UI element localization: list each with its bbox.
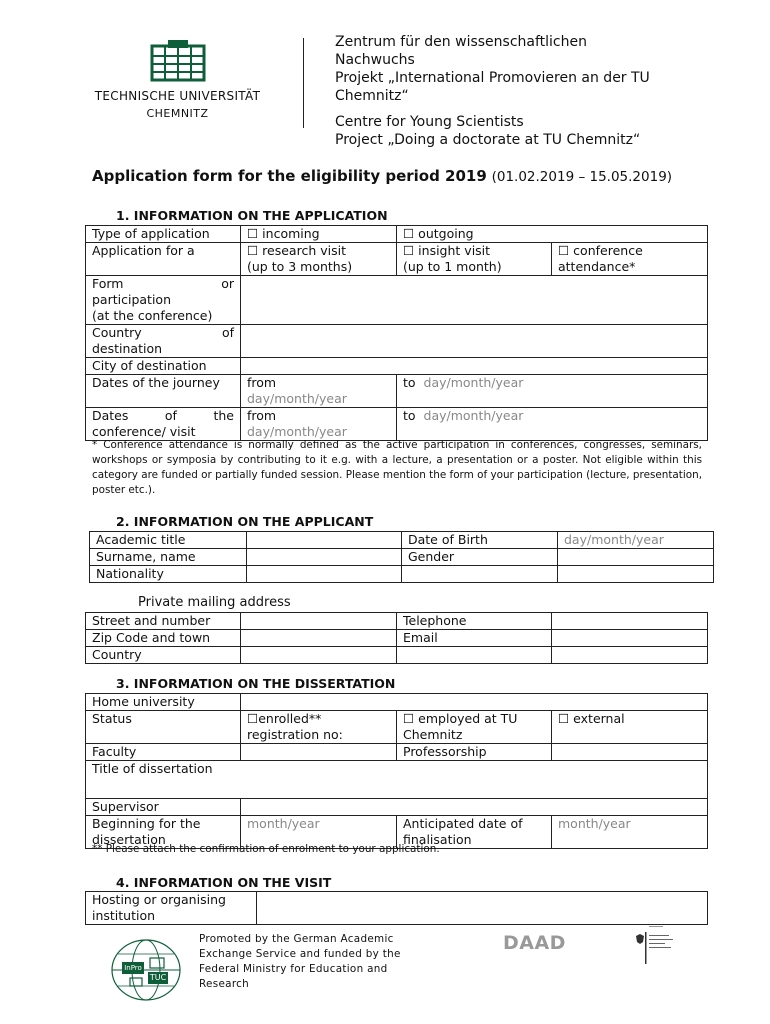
promoted-line: Federal Ministry for Education and bbox=[199, 963, 388, 975]
telephone-label: Telephone bbox=[397, 613, 552, 630]
inpro-logo bbox=[110, 938, 182, 1002]
tu-logo bbox=[90, 38, 265, 128]
header-de-line: Zentrum für den wissenschaftlichen bbox=[335, 34, 587, 50]
insight-visit-checkbox[interactable] bbox=[397, 243, 552, 276]
employed-line-2: Chemnitz bbox=[403, 727, 463, 742]
country-line: destination bbox=[92, 341, 163, 356]
mailing-address-label: Private mailing address bbox=[138, 595, 291, 610]
home-uni-field[interactable] bbox=[241, 694, 708, 711]
academic-title-label: Academic title bbox=[90, 532, 247, 549]
date-placeholder: day/month/year bbox=[423, 375, 524, 390]
bmbf-logo bbox=[633, 924, 703, 964]
federal-eagle-icon bbox=[633, 924, 703, 964]
empty-cell bbox=[552, 226, 708, 243]
date-placeholder: day/month/year bbox=[423, 408, 524, 423]
city-label: City of destination bbox=[86, 358, 241, 375]
form-word: or bbox=[221, 276, 234, 291]
dates-word: of bbox=[164, 408, 177, 423]
supervisor-field[interactable] bbox=[241, 799, 708, 816]
section-4-heading: 4. INFORMATION ON THE VISIT bbox=[116, 875, 332, 890]
dissertation-table bbox=[85, 693, 708, 849]
dates-word: Dates bbox=[92, 408, 129, 423]
promoted-line: Exchange Service and funded by the bbox=[199, 948, 401, 960]
professorship-label: Professorship bbox=[397, 744, 552, 761]
city-field[interactable] bbox=[241, 358, 708, 375]
research-line-2: (up to 3 months) bbox=[247, 259, 353, 274]
anticipated-line: Anticipated date of bbox=[403, 816, 523, 831]
application-table bbox=[85, 225, 708, 441]
title-period: (01.02.2019 – 15.05.2019) bbox=[491, 169, 673, 185]
header-en-line: Centre for Young Scientists bbox=[335, 114, 524, 130]
country-destination-field[interactable] bbox=[241, 325, 708, 358]
dates-conference-label bbox=[86, 408, 241, 441]
research-line-1: ☐ research visit bbox=[247, 243, 346, 258]
empty-cell bbox=[552, 647, 708, 664]
employed-line-1: ☐ employed at TU bbox=[403, 711, 518, 726]
header-text bbox=[335, 33, 650, 149]
incoming-checkbox[interactable]: ☐ incoming bbox=[241, 226, 397, 243]
empty-cell bbox=[558, 566, 714, 583]
hosting-line: institution bbox=[92, 908, 156, 923]
insight-line-1: ☐ insight visit bbox=[403, 243, 491, 258]
nationality-field[interactable] bbox=[247, 566, 402, 583]
section-2-heading: 2. INFORMATION ON THE APPLICANT bbox=[116, 514, 374, 529]
promoted-line: Promoted by the German Academic bbox=[199, 933, 394, 945]
date-placeholder: day/month/year bbox=[247, 391, 347, 406]
conference-checkbox[interactable] bbox=[552, 243, 708, 276]
enrolled-checkbox[interactable] bbox=[241, 711, 397, 744]
empty-cell bbox=[402, 566, 558, 583]
outgoing-checkbox[interactable]: ☐ outgoing bbox=[397, 226, 552, 243]
applicant-table bbox=[89, 531, 714, 583]
dob-label: Date of Birth bbox=[402, 532, 558, 549]
nationality-label: Nationality bbox=[90, 566, 247, 583]
from-label: from bbox=[247, 375, 277, 390]
country-label: Country bbox=[86, 647, 241, 664]
academic-title-field[interactable] bbox=[247, 532, 402, 549]
date-placeholder: day/month/year bbox=[247, 424, 347, 439]
empty-cell bbox=[397, 647, 552, 664]
beginning-line: dissertation bbox=[92, 832, 166, 847]
form-participation-field[interactable] bbox=[241, 276, 708, 325]
surname-field[interactable] bbox=[247, 549, 402, 566]
dissertation-title-field[interactable]: Title of dissertation bbox=[86, 761, 708, 799]
conf-from-field[interactable] bbox=[241, 408, 397, 441]
anticipated-field[interactable]: month/year bbox=[552, 816, 708, 849]
telephone-field[interactable] bbox=[552, 613, 708, 630]
promoted-line: Research bbox=[199, 978, 250, 990]
form-word: Form bbox=[92, 276, 124, 291]
research-visit-checkbox[interactable] bbox=[241, 243, 397, 276]
visit-table bbox=[85, 891, 708, 925]
header-de-line: Chemnitz“ bbox=[335, 88, 409, 104]
dob-field[interactable]: day/month/year bbox=[558, 532, 714, 549]
logo-text-2: CHEMNITZ bbox=[146, 107, 209, 120]
journey-to-field[interactable] bbox=[397, 375, 708, 408]
country-field[interactable] bbox=[241, 647, 397, 664]
insight-line-2: (up to 1 month) bbox=[403, 259, 502, 274]
to-label: to bbox=[403, 408, 416, 423]
conf-to-field[interactable] bbox=[397, 408, 708, 441]
daad-logo: DAAD bbox=[503, 932, 566, 954]
external-checkbox[interactable]: ☐ external bbox=[552, 711, 708, 744]
section-1-heading: 1. INFORMATION ON THE APPLICATION bbox=[116, 208, 388, 223]
gender-label: Gender bbox=[402, 549, 558, 566]
to-label: to bbox=[403, 375, 416, 390]
form-participation-label bbox=[86, 276, 241, 325]
professorship-field[interactable] bbox=[552, 744, 708, 761]
country-word: Country bbox=[92, 325, 142, 340]
street-label: Street and number bbox=[86, 613, 241, 630]
street-field[interactable] bbox=[241, 613, 397, 630]
journey-from-field[interactable] bbox=[241, 375, 397, 408]
enrolled-line-1: ☐enrolled** bbox=[247, 711, 322, 726]
promoted-text bbox=[199, 932, 401, 992]
type-label: Type of application bbox=[86, 226, 241, 243]
title-main: Application form for the eligibility period 2019 bbox=[92, 167, 487, 185]
header-divider bbox=[303, 38, 304, 128]
logo-text-1: TECHNISCHE UNIVERSITÄT bbox=[94, 89, 261, 103]
dates-line: conference/ visit bbox=[92, 424, 196, 439]
beginning-field[interactable]: month/year bbox=[241, 816, 397, 849]
globe-icon bbox=[110, 938, 182, 1002]
surname-label: Surname, name bbox=[90, 549, 247, 566]
email-field[interactable] bbox=[552, 630, 708, 647]
faculty-field[interactable] bbox=[241, 744, 397, 761]
hosting-line: Hosting or organising bbox=[92, 892, 226, 907]
anticipated-line: finalisation bbox=[403, 832, 472, 847]
section-3-footnote: ** Please attach the confirmation of enrolment to your application. bbox=[92, 843, 440, 855]
home-uni-label: Home university bbox=[86, 694, 241, 711]
section-1-footnote: * Conference attendance is normally defined as the active participation in conferences, congresses, seminars, workshops or symposia by contributing to it e.g. with a lecture, a presentation or a poster. Not eligible within this category are funded or partially funded session. Please mention the form of your participation (lecture, presentation, poster etc.). bbox=[92, 439, 702, 496]
email-label: Email bbox=[397, 630, 552, 647]
header-de-line: Projekt „International Promovieren an der TU bbox=[335, 70, 650, 86]
dates-journey-label: Dates of the journey bbox=[86, 375, 241, 408]
country-word: of bbox=[221, 325, 234, 340]
page-title bbox=[92, 167, 672, 185]
header-de-line: Nachwuchs bbox=[335, 52, 415, 68]
hosting-field[interactable] bbox=[257, 892, 708, 925]
conf-line-2: attendance* bbox=[558, 259, 636, 274]
form-line: (at the conference) bbox=[92, 308, 213, 323]
zip-label: Zip Code and town bbox=[86, 630, 241, 647]
university-building-icon bbox=[148, 38, 208, 82]
enrolled-line-2: registration no: bbox=[247, 727, 343, 742]
dates-word: the bbox=[213, 408, 234, 423]
form-line: participation bbox=[92, 292, 171, 307]
inpro-text: InPro bbox=[124, 964, 142, 972]
beginning-line: Beginning for the bbox=[92, 816, 201, 831]
hosting-label bbox=[86, 892, 257, 925]
employed-checkbox[interactable] bbox=[397, 711, 552, 744]
zip-field[interactable] bbox=[241, 630, 397, 647]
country-destination-label bbox=[86, 325, 241, 358]
conf-line-1: ☐ conference bbox=[558, 243, 643, 258]
status-label: Status bbox=[86, 711, 241, 744]
app-for-label: Application for a bbox=[86, 243, 241, 276]
supervisor-label: Supervisor bbox=[86, 799, 241, 816]
header-en-line: Project „Doing a doctorate at TU Chemnitz“ bbox=[335, 132, 641, 148]
tuc-text: TUC bbox=[149, 973, 167, 982]
section-3-heading: 3. INFORMATION ON THE DISSERTATION bbox=[116, 676, 396, 691]
faculty-label: Faculty bbox=[86, 744, 241, 761]
gender-field[interactable] bbox=[558, 549, 714, 566]
mailing-table bbox=[85, 612, 708, 664]
from-label: from bbox=[247, 408, 277, 423]
